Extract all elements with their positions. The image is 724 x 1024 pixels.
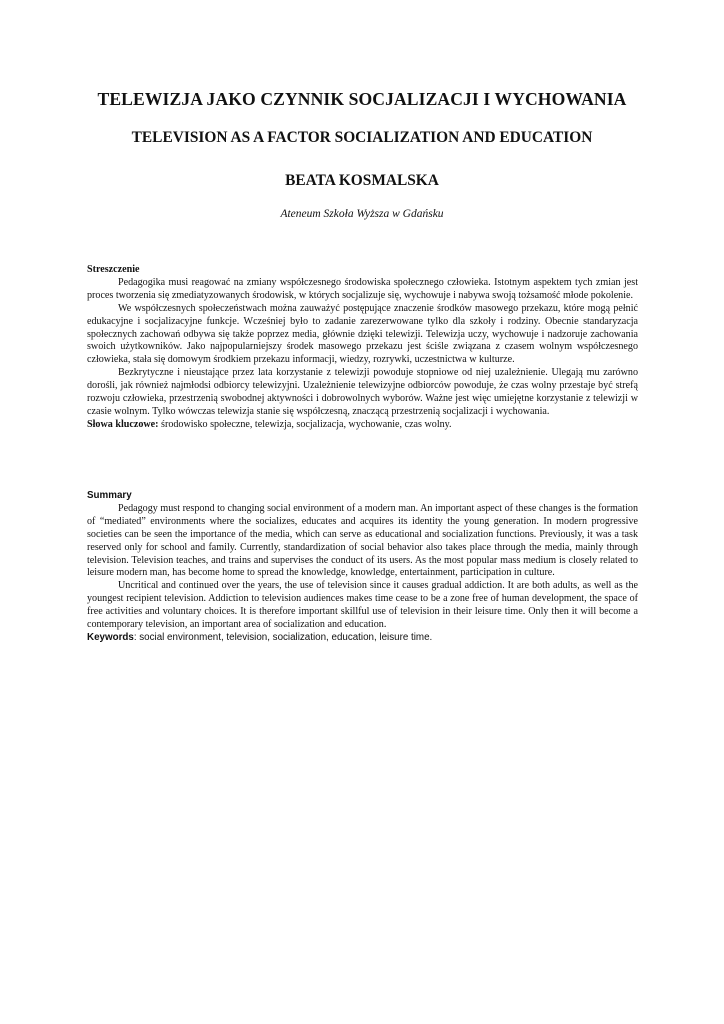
abstract-polish-heading: Streszczenie [87, 264, 140, 275]
title-english: TELEVISION AS A FACTOR SOCIALIZATION AND EDUCATION [131, 129, 593, 146]
abstract-english-heading: Summary [87, 490, 132, 501]
author-name: BEATA KOSMALSKA [285, 172, 439, 189]
keywords-polish-text: środowisko społeczne, telewizja, socjalizacja, wychowanie, czas wolny. [158, 418, 452, 430]
keywords-english [87, 632, 638, 645]
keywords-polish [87, 419, 638, 432]
abstract-polish-paragraph: We współczesnych społeczeństwach można zauważyć postępujące znaczenie środków masowego przekazu, które mogą pełnić edukacyjne i socjalizacyjne funkcje. Wcześniej było to zadanie zarezerwowane tylko dla szkoły i rodziny. Obecnie standaryzacja społecznych zachowań odbywa się także poprzez media, głównie dzięki telewizji. Telewizja uczy, wychowuje i nadzoruje zachowania swoich użytkowników. Jako najpopularniejszy środek masowego przekazu jest ściśle związana z czasem wolnym współczesnego człowieka, stała się domowym środkiem przekazu informacji, wiedzy, rozrywki, uczestnictwa w kulturze. [87, 302, 638, 366]
keywords-english-label: Keywords [87, 631, 134, 643]
keywords-english-text: : social environment, television, socialization, education, leisure time. [133, 631, 433, 643]
title-polish: TELEWIZJA JAKO CZYNNIK SOCJALIZACJI I WYCHOWANIA [97, 89, 627, 109]
abstract-english [87, 490, 638, 645]
author-affiliation: Ateneum Szkoła Wyższa w Gdańsku [280, 208, 444, 220]
keywords-polish-label: Słowa kluczowe: [87, 418, 159, 430]
abstract-polish-paragraph: Pedagogika musi reagować na zmiany współczesnego środowiska społecznego człowieka. Istotnym aspektem tych zmian jest proces tworzenia się zmediatyzowanych środowisk, w których socjalizuje się, wychowuje i nabywa swoją tożsamość młode pokolenie. [87, 276, 638, 301]
abstract-english-paragraph: Pedagogy must respond to changing social environment of a modern man. An important aspect of these changes is the formation of “mediated” environments where the socializes, educates and acquires its identity the young generation. In modern progressive societies can be seen the importance of the media, which can serve as educational and socialization functions. Previously, it was a task reserved only for school and family. Currently, standardization of social behavior also takes place through the media, mainly through television. Television teaches, and trains and supervises the conduct of its users. As the most popular mass medium is closely related to leisure modern man, has become home to spread the knowledge, knowledge, entertainment, participation in culture. [87, 502, 638, 579]
abstract-polish-paragraph: Bezkrytyczne i nieustające przez lata korzystanie z telewizji powoduje stopniowe od niej uzależnienie. Ulegają mu zarówno dorośli, jak również najmłodsi odbiorcy telewizyjni. Uzależnienie telewizyjne odbiorców powoduje, że czas wolny przestaje być strefą rozwoju człowieka, przestrzenią swobodnej aktywności i dobrowolnych wyborów. Ważne jest więc umiejętne korzystanie z telewizji w czasie wolnym. Tylko wówczas telewizja stanie się współczesną, znaczącą przestrzenią socjalizacji i wychowania. [87, 367, 638, 417]
abstract-english-paragraph: Uncritical and continued over the years, the use of television since it causes gradual addiction. It are both adults, as well as the youngest recipient television. Addiction to television audiences makes time cease to be a zone free of human development, the space of free activities and voluntary choices. It is therefore important skillful use of television in their leisure time. Only then it will become a contemporary television, an important area of socialization and education. [87, 580, 638, 631]
abstract-polish [87, 264, 638, 432]
